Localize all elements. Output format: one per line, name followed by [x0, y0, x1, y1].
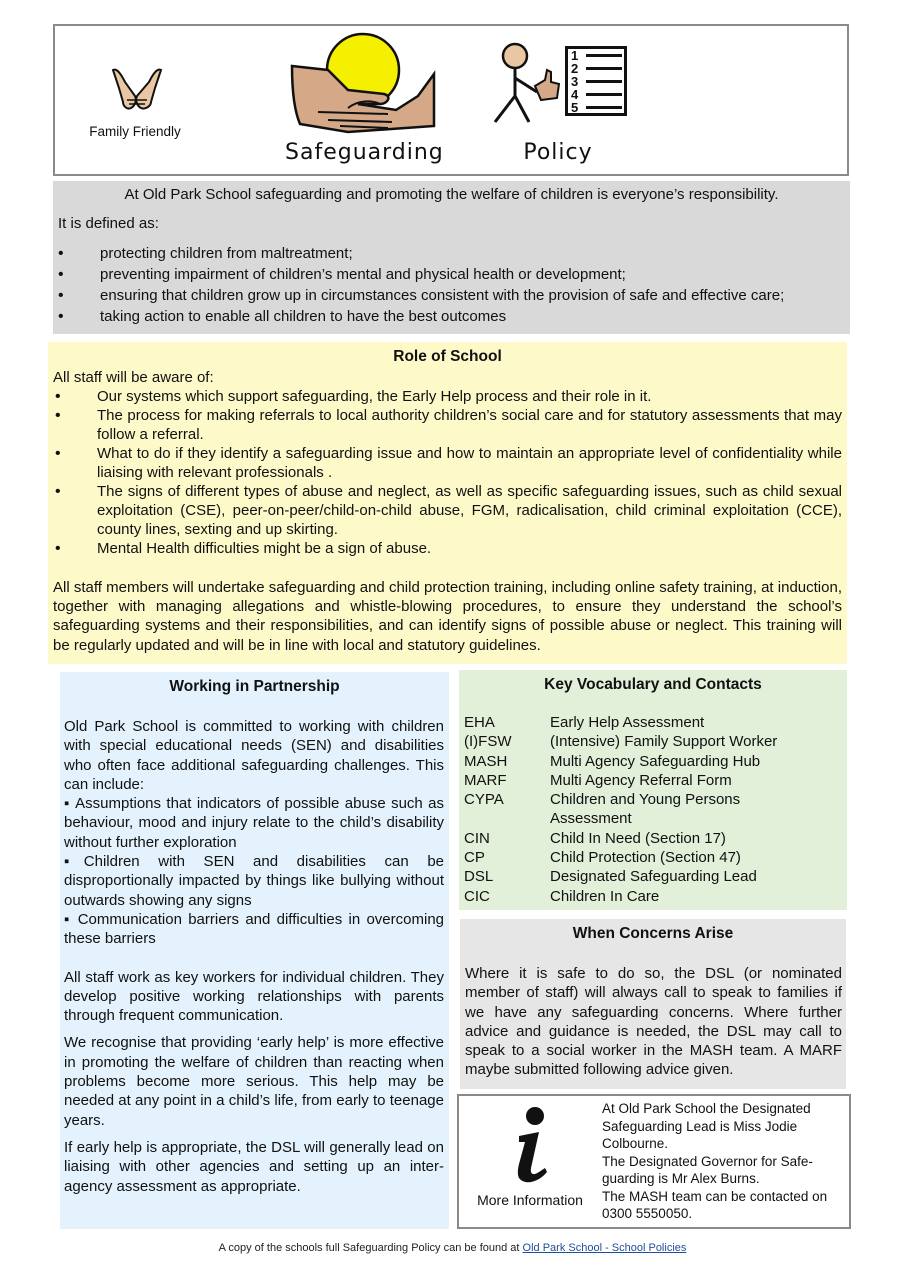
vocabulary-table — [464, 713, 842, 906]
training-paragraph: All staff members will undertake safeguarding and child protection training, including online safety training, at induction, together with managing allegations and whistle-blowing procedures, to ensure they understand the school’s safeguarding systems and their responsibilities, and can identify signs of possible abuse or neglect. This training will be regularly updated and will be in line with local and statutory guidelines. — [53, 579, 842, 654]
more-information-label: More Information — [477, 1192, 583, 1208]
partnership-body — [64, 717, 444, 1196]
role-list — [53, 387, 842, 558]
inter-agency-paragraph: If early help is appropriate, the DSL will generally lead on liaising with other agencies and setting up an inter-agency assessment as appropriate. — [64, 1138, 444, 1195]
role-of-school-section — [48, 342, 847, 664]
dsl-info: At Old Park School the Designated Safeguarding Lead is Miss Jodie Colbourne. — [602, 1101, 811, 1151]
table-row: MARF Multi Agency Referral Form — [464, 771, 732, 789]
role-lead: All staff will be aware of: — [53, 369, 214, 386]
section-heading: Key Vocabulary and Contacts — [544, 676, 762, 693]
section-heading: Working in Partnership — [169, 678, 340, 695]
table-row: (I)FSW (Intensive) Family Support Worker — [464, 733, 778, 751]
table-row: EHA Early Help Assessment — [464, 714, 705, 731]
person-thumbs-up-icon — [485, 40, 565, 130]
list-number: 5 — [571, 100, 579, 115]
list-item: • Mental Health difficulties might be a sign of abuse. — [53, 539, 842, 558]
table-row: CP Child Protection (Section 47) — [464, 849, 741, 867]
list-item: • The process for making referrals to local authority children’s social care and for statutory assessments that may follow a referral. — [53, 406, 842, 444]
list-item: • What to do if they identify a safeguarding issue and how to maintain an appropriate level of confidentiality while liaising with relevant professionals . — [53, 444, 842, 482]
list-item: ▪ Assumptions that indicators of possible abuse such as behaviour, mood and injury relate to the child’s disability without further exploration — [64, 795, 444, 851]
school-policies-link[interactable]: Old Park School - School Policies — [522, 1242, 687, 1254]
governor-info: The Designated Governor for Safe-guarding is Mr Alex Burns. — [602, 1153, 813, 1186]
early-help-paragraph: We recognise that providing ‘early help’ is more effective in promoting the welfare of children than reacting when problems become more serious. This help may be needed at any point in a child’s life, from early to teenage years. — [64, 1034, 444, 1129]
table-row: CYPA Children and Young Persons Assessment — [464, 791, 741, 828]
mash-contact-info: The MASH team can be contacted on 0300 5550050. — [602, 1188, 828, 1221]
partnership-section — [60, 672, 449, 1229]
safeguarding-hands-icon — [288, 30, 438, 134]
list-item: • preventing impairment of children’s mental and physical health or development; — [56, 264, 846, 285]
list-item: ▪ Communication barriers and difficulties in overcoming these barriers — [64, 910, 444, 948]
table-row: DSL Designated Safeguarding Lead — [464, 868, 757, 886]
intro-section — [53, 181, 850, 334]
numbered-list-icon — [565, 46, 627, 116]
list-item: • ensuring that children grow up in circumstances consistent with the provision of safe and effective care; — [56, 285, 846, 306]
family-friendly-label: Family Friendly — [89, 124, 181, 139]
section-heading: Role of School — [393, 348, 502, 365]
vocabulary-section — [459, 670, 847, 910]
list-number: 2 — [571, 61, 579, 76]
partnership-intro: Old Park School is committed to working with children with special educational needs (SEN) and disabilities who often face additional safeguarding challenges. This can include: — [64, 718, 444, 793]
concerns-section — [460, 919, 846, 1089]
table-row: MASH Multi Agency Safeguarding Hub — [464, 752, 761, 770]
policy-caption: Policy — [523, 140, 593, 165]
safeguarding-caption: Safeguarding — [285, 140, 444, 165]
table-row: CIN Child In Need (Section 17) — [464, 829, 726, 847]
footer — [0, 1242, 905, 1254]
intro-statement: At Old Park School safeguarding and promoting the welfare of children is everyone’s responsibility. — [124, 186, 779, 203]
defined-as-label: It is defined as: — [58, 215, 159, 232]
list-number: 1 — [571, 48, 579, 63]
list-item: • taking action to enable all children to have the best outcomes — [56, 306, 846, 327]
more-information-box — [457, 1094, 851, 1229]
information-text — [602, 1100, 840, 1223]
list-item: • The signs of different types of abuse and neglect, as well as specific safeguarding issues, such as child sexual exploitation (CSE), peer-on-peer/child-on-child abuse, FGM, radicalisation, child criminal exploitation (CCE), county lines, sexting and up skirting. — [53, 482, 842, 539]
key-workers-paragraph: All staff work as key workers for individual children. They develop positive working relationships with parents through frequent communication. — [64, 968, 444, 1025]
table-row: CIC Children In Care — [464, 887, 660, 905]
concerns-paragraph: Where it is safe to do so, the DSL (or nominated member of staff) will always call to speak to families if we have any safeguarding concerns. Where further advice and guidance is needed, the DSL may call to speak to a social worker in the MASH team. A MARF maybe submitted following advice given. — [465, 965, 842, 1079]
list-number: 4 — [571, 87, 579, 102]
holding-hands-icon — [107, 66, 167, 116]
list-number: 3 — [571, 74, 579, 89]
list-item: ▪Children with SEN and disabilities can be disproportionally impacted by things like bullying without outwards showing any signs — [64, 853, 444, 909]
section-heading: When Concerns Arise — [572, 925, 734, 942]
list-item: • protecting children from maltreatment; — [56, 243, 846, 264]
list-item: • Our systems which support safeguarding, the Early Help process and their role in it. — [53, 387, 842, 406]
information-icon — [509, 1106, 555, 1186]
definition-list — [56, 243, 846, 327]
header-banner — [53, 24, 849, 176]
footer-text: A copy of the schools full Safeguarding Policy can be found at — [218, 1242, 520, 1254]
